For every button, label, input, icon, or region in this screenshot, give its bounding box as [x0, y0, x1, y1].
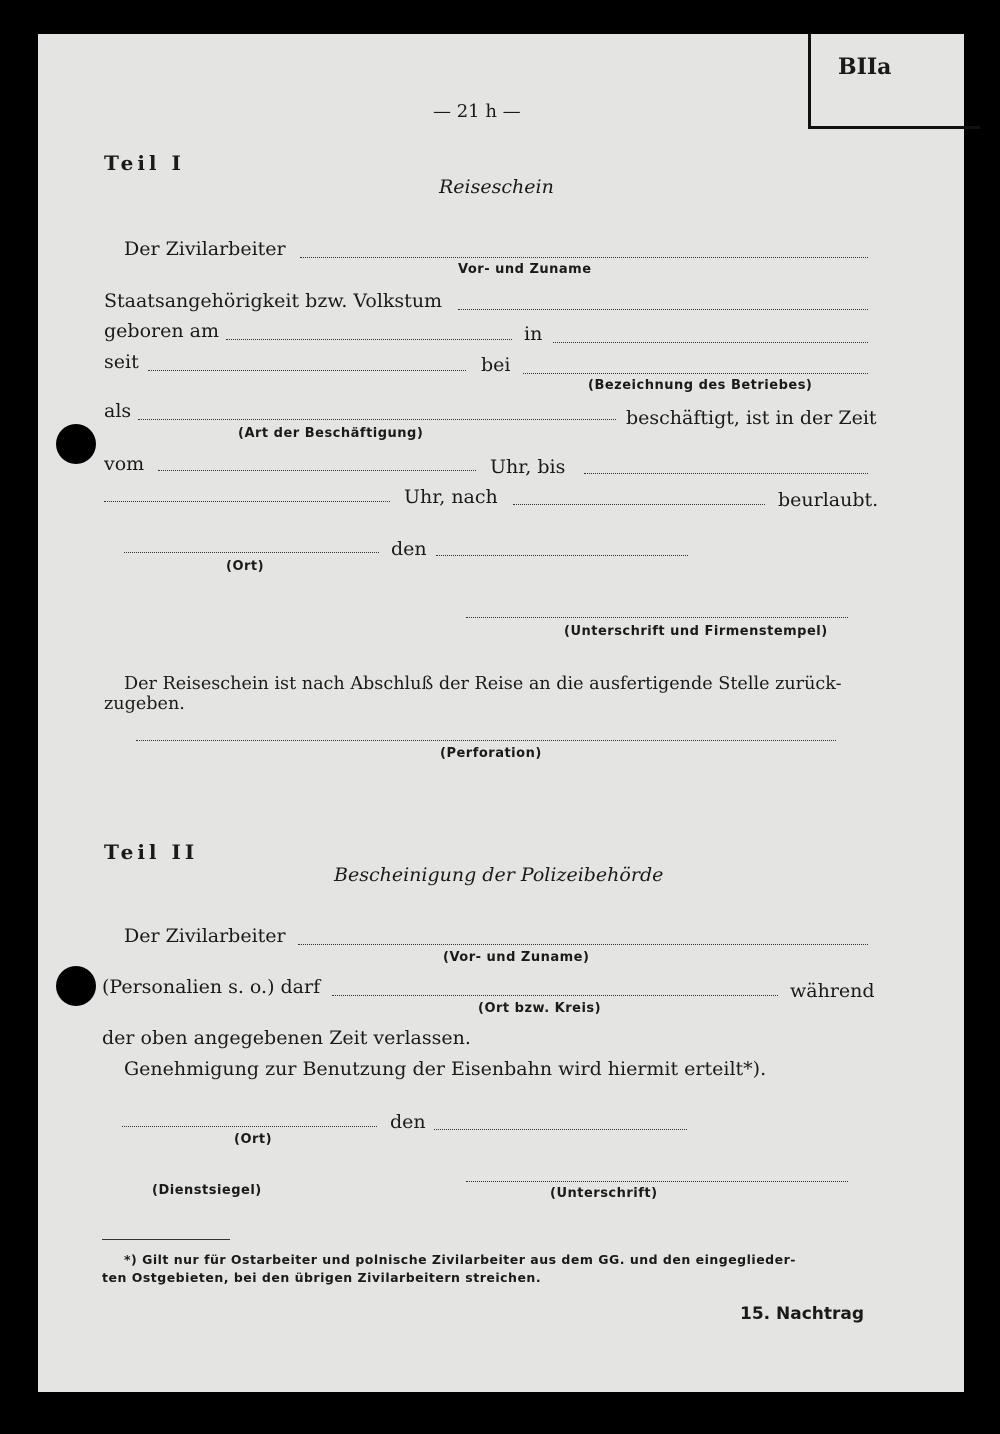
footnote-line2: ten Ostgebieten, bei den übrigen Zivilarbeitern streichen. — [102, 1270, 542, 1285]
datum-field-1[interactable] — [436, 555, 688, 556]
in-label: in — [524, 323, 543, 345]
ort-kreis-caption: (Ort bzw. Kreis) — [478, 1001, 602, 1016]
name-caption-2: (Vor- und Zuname) — [443, 950, 590, 965]
punch-hole-bottom — [56, 966, 96, 1006]
unterschrift-field-2[interactable] — [466, 1181, 848, 1182]
perforation-line — [136, 740, 836, 741]
form-page — [38, 34, 964, 1392]
teil1-heading: Teil I — [104, 151, 185, 175]
seit-field[interactable] — [148, 370, 466, 371]
beurlaubt-label: beurlaubt. — [778, 489, 879, 511]
teil2-heading: Teil II — [104, 840, 199, 864]
waehrend-label: während — [790, 980, 875, 1002]
name-field-2[interactable] — [298, 944, 868, 945]
perforation-caption: (Perforation) — [440, 746, 542, 761]
footnote-rule — [102, 1239, 230, 1240]
geburtsort-field[interactable] — [553, 342, 868, 343]
ort-caption-1: (Ort) — [226, 559, 265, 574]
vom-label: vom — [104, 453, 145, 475]
genehmigung-text: Genehmigung zur Benutzung der Eisenbahn wird hiermit erteilt*). — [124, 1058, 767, 1080]
betrieb-field[interactable] — [523, 373, 868, 374]
page-number: — 21 h — — [433, 101, 521, 122]
ort-field-2[interactable] — [122, 1126, 377, 1127]
footnote-line1: *) Gilt nur für Ostarbeiter und polnische Zivilarbeiter aus dem GG. und den eingeglieder- — [124, 1252, 796, 1267]
rueckgabe-line1: Der Reiseschein ist nach Abschluß der Reise an die ausfertigende Stelle zurück- — [124, 674, 842, 694]
den-label-2: den — [390, 1111, 426, 1133]
form-code: BIIa — [838, 54, 892, 80]
ort-kreis-field[interactable] — [332, 995, 778, 996]
punch-hole-top — [56, 424, 96, 464]
geburtsdatum-field[interactable] — [226, 339, 512, 340]
unterschrift-caption-1: (Unterschrift und Firmenstempel) — [564, 624, 828, 639]
datum-field-2[interactable] — [434, 1129, 687, 1130]
zivilarbeiter-label: Der Zivilarbeiter — [124, 238, 286, 260]
beschaeftigt-text: beschäftigt, ist in der Zeit — [626, 407, 877, 429]
staatsangehoerigkeit-field[interactable] — [458, 309, 868, 310]
personalien-label: (Personalien s. o.) darf — [102, 976, 321, 998]
beschaeftigung-field[interactable] — [138, 419, 616, 420]
bis-field[interactable] — [584, 473, 868, 474]
zivilarbeiter-label-2: Der Zivilarbeiter — [124, 925, 286, 947]
betrieb-caption: (Bezeichnung des Betriebes) — [588, 378, 813, 393]
unterschrift-field-1[interactable] — [466, 617, 848, 618]
ort-caption-2: (Ort) — [234, 1132, 273, 1147]
den-label-1: den — [391, 538, 427, 560]
seit-label: seit — [104, 351, 139, 373]
art-caption: (Art der Beschäftigung) — [238, 426, 424, 441]
als-label: als — [104, 400, 132, 422]
verlassen-text: der oben angegebenen Zeit verlassen. — [102, 1027, 471, 1049]
ort-field-1[interactable] — [124, 552, 379, 553]
bis-zeit-field[interactable] — [104, 501, 390, 502]
uhr-bis-label: Uhr, bis — [490, 456, 566, 478]
form-code-box — [808, 34, 980, 129]
name-field[interactable] — [300, 257, 868, 258]
bei-label: bei — [481, 354, 511, 376]
vom-field[interactable] — [158, 470, 476, 471]
unterschrift-caption-2: (Unterschrift) — [550, 1186, 658, 1201]
name-caption: Vor- und Zuname — [458, 262, 592, 277]
rueckgabe-line2: zugeben. — [104, 694, 185, 714]
nach-field[interactable] — [513, 504, 765, 505]
nachtrag-label: 15. Nachtrag — [740, 1304, 865, 1324]
teil1-title: Reiseschein — [439, 176, 554, 198]
staatsangehoerigkeit-label: Staatsangehörigkeit bzw. Volkstum — [104, 290, 443, 312]
dienstsiegel-caption: (Dienstsiegel) — [152, 1183, 262, 1198]
teil2-title: Bescheinigung der Polizeibehörde — [334, 864, 664, 886]
geboren-label: geboren am — [104, 320, 219, 342]
uhr-nach-label: Uhr, nach — [404, 486, 498, 508]
